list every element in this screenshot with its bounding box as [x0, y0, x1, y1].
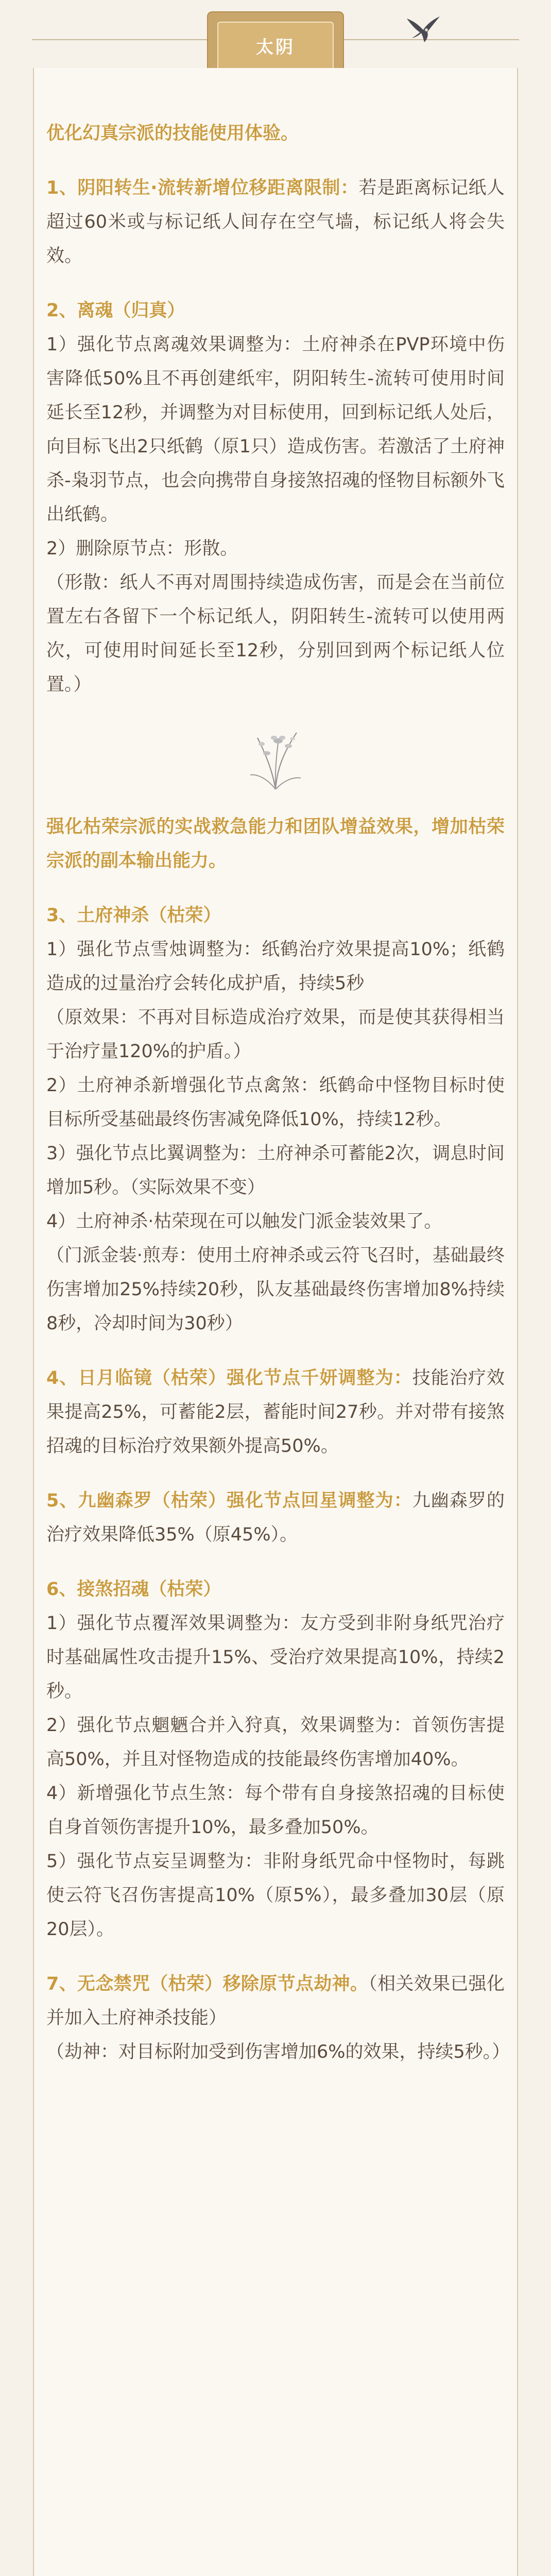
section-4	[46, 1361, 505, 1463]
orchid-divider	[46, 702, 505, 810]
section-4-heading: 4、日月临镜（枯荣）强化节点千妍调整为：	[46, 1368, 412, 1388]
section-2-p2: 2）删除原节点：形散。	[46, 538, 238, 559]
header-title: 太阴	[256, 37, 295, 58]
section-3-p2: （原效果：不再对目标造成治疗效果，而是使其获得相当于治疗量120%的护盾。）	[46, 1007, 505, 1062]
intro-text-1: 优化幻真宗派的技能使用体验。	[46, 123, 299, 144]
swallow-bird-icon	[406, 14, 441, 43]
section-7-p1: （劫神：对目标附加受到伤害增加6%的效果，持续5秒。）	[46, 2042, 510, 2062]
section-3-heading: 3、土府神杀（枯荣）	[46, 905, 221, 926]
section-3-p1: 1）强化节点雪烛调整为：纸鹤治疗效果提高10%；纸鹤造成的过量治疗会转化成护盾，持续5秒	[46, 939, 505, 994]
section-2-p3: （形散：纸人不再对周围持续造成伤害，而是会在当前位置左右各留下一个标记纸人，阴阳转生-流转可以使用两次，可使用时间延长至12秒，分别回到两个标记纸人位置。）	[46, 572, 505, 695]
section-1-text: 若是距离标记纸人超过60米或与标记纸人间存在空气墙，标记纸人将会失效。	[46, 178, 505, 266]
section-5-heading: 5、九幽森罗（枯荣）强化节点回星调整为：	[46, 1490, 412, 1511]
header-tab-inner	[217, 22, 334, 68]
intro-text-2: 强化枯荣宗派的实战救急能力和团队增益效果，增加枯荣宗派的副本输出能力。	[46, 817, 505, 871]
header-tab	[207, 11, 344, 68]
section-1	[46, 171, 505, 273]
section-3-p5: 4）土府神杀·枯荣现在可以触发门派金装效果了。	[46, 1211, 442, 1232]
section-4-text: 技能治疗效果提高25%，可蓄能2层，蓄能时间27秒。并对带有接煞招魂的目标治疗效果额外提高50%。	[46, 1368, 505, 1456]
section-3-p6: （门派金装·煎寿：使用土府神杀或云符飞召时，基础最终伤害增加25%持续20秒，队友基础最终伤害增加8%持续8秒，冷却时间为30秒）	[46, 1245, 505, 1334]
section-6-p3: 4）新增强化节点生煞：每个带有自身接煞招魂的目标使自身首领伤害提升10%，最多叠加50%。	[46, 1783, 505, 1838]
section-6-p1: 1）强化节点覆浑效果调整为：友方受到非附身纸咒治疗时基础属性攻击提升15%、受治疗效果提高10%，持续2秒。	[46, 1613, 505, 1702]
section-5	[46, 1484, 505, 1552]
section-2-p1: 1）强化节点离魂效果调整为：土府神杀在PVP环境中伤害降低50%且不再创建纸牢，阴阳转生-流转可使用时间延长至12秒，并调整为对目标使用，回到标记纸人处后，向目标飞出2只纸鹤（原1只）造成伤害。若激活了土府神杀-枭羽节点，也会向携带自身接煞招魂的怪物目标额外飞出纸鹤。	[46, 334, 505, 525]
section-3-p4: 3）强化节点比翼调整为：土府神杀可蓄能2次，调息时间增加5秒。（实际效果不变）	[46, 1143, 505, 1198]
section-6-p2: 2）强化节点魍魉合并入狩真，效果调整为：首领伤害提高50%，并且对怪物造成的技能最终伤害增加40%。	[46, 1715, 505, 1770]
section-7-heading: 7、无念禁咒（枯荣）移除原节点劫神。	[46, 1974, 369, 1994]
section-5-text: 九幽森罗的治疗效果降低35%（原45%）。	[46, 1490, 505, 1545]
section-7	[46, 1967, 505, 2035]
section-6-heading: 6、接煞招魂（枯荣）	[46, 1579, 221, 1600]
section-1-heading: 1、阴阳转生·流转新增位移距离限制：	[46, 178, 359, 198]
orchid-ink-icon	[247, 717, 304, 794]
section-6-p4: 5）强化节点妄呈调整为：非附身纸咒命中怪物时，每跳使云符飞召伤害提高10%（原5%），最多叠加30层（原20层）。	[46, 1851, 505, 1940]
section-2-heading: 2、离魂（归真）	[46, 300, 185, 321]
header-left-rule	[32, 39, 207, 40]
content-card	[33, 68, 518, 2576]
content-body	[46, 116, 510, 2069]
section-7-text: （相关效果已强化并加入土府神杀技能）	[46, 1974, 505, 2028]
section-3-p3: 2）土府神杀新增强化节点禽煞：纸鹤命中怪物目标时使目标所受基础最终伤害减免降低10%，持续12秒。	[46, 1075, 505, 1130]
